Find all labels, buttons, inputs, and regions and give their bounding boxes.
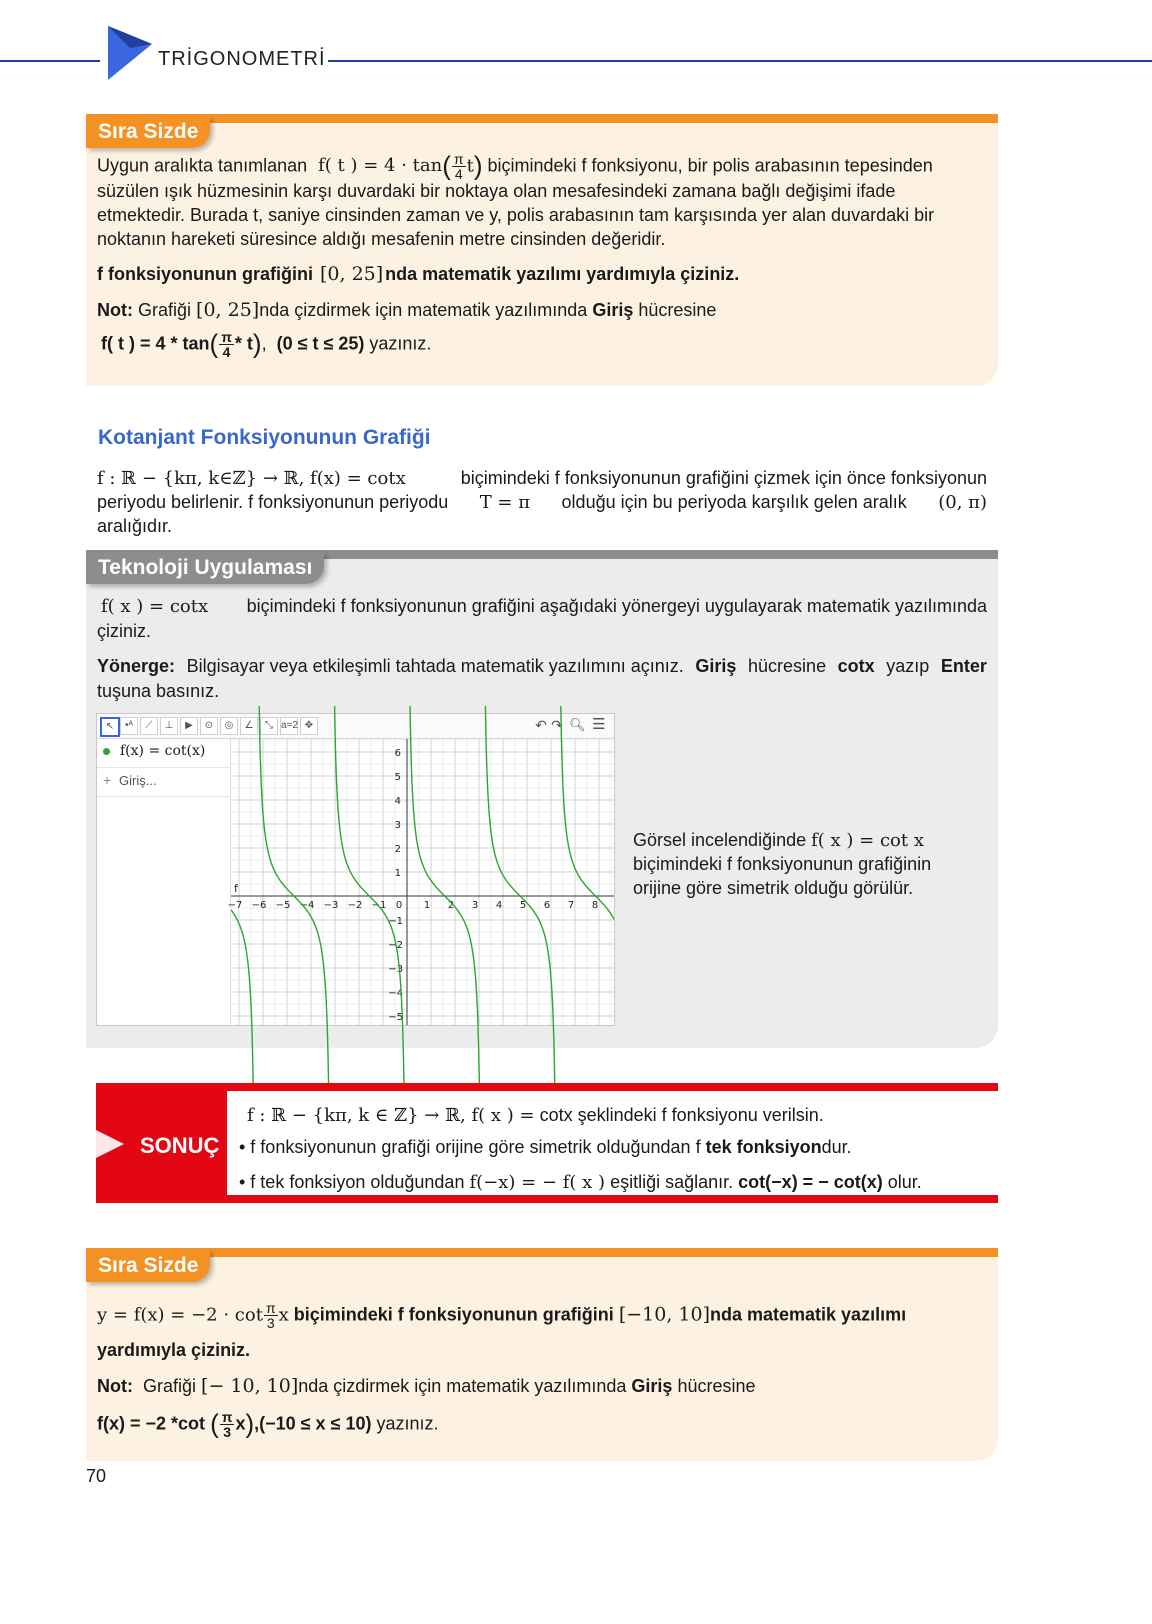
page-number: 70 xyxy=(86,1466,107,1486)
sonuc-content xyxy=(227,1091,998,1195)
circle-3pt-tool-icon[interactable]: ◎ xyxy=(220,717,238,735)
x-tick-label: 5 xyxy=(519,900,527,911)
algebra-entry: f(x) = cot(x) xyxy=(120,743,206,759)
search-icon[interactable]: 🔍︎ xyxy=(569,717,586,732)
tech-observation-line1: Görsel incelendiğinde f( x ) = cot x xyxy=(633,830,924,851)
header-triangle-logo xyxy=(108,26,152,80)
box1-note: Not: Grafiği [0, 25]nda çizdirmek için matematik yazılımında Giriş hücresine xyxy=(97,299,717,321)
sonuc-line3: • f tek fonksiyon olduğundan f(−x) = − f( x ) eşitliği sağlanır. cot(−x) = − cot(x) olur. xyxy=(239,1172,922,1193)
input-placeholder[interactable]: Giriş... xyxy=(119,773,157,788)
tech-directive-line1: Yönerge: Bilgisayar veya etkileşimli tahtada matematik yazılımını açınız. Giriş hücresine cotx yazıp Enter xyxy=(97,656,987,676)
plus-icon: + xyxy=(103,772,112,788)
box2-note: Not: Grafiği [− 10, 10]nda çizdirmek için matematik yazılımında Giriş hücresine xyxy=(97,1375,756,1397)
redo-icon[interactable]: ↷ xyxy=(551,717,563,733)
box1-paragraph-line3: etmektedir. Burada t, saniye cinsinden zaman ve y, polis arabasının tam karşısında yer alan duvardaki bir xyxy=(97,205,935,225)
y-tick-label: 5 xyxy=(394,772,401,783)
box2-command: f(x) = −2 *cot ( $\frac{\pi}{3}$ x),(−10 ≤ x ≤ 10) yazınız. xyxy=(97,1408,439,1440)
undo-icon[interactable]: ↶ xyxy=(535,717,547,733)
x-tick-label: −5 xyxy=(275,900,291,911)
polygon-tool-icon[interactable]: ▶ xyxy=(180,717,198,735)
circle-tool-icon[interactable]: ⊙ xyxy=(200,717,218,735)
tech-observation-line3: orijine göre simetrik olduğu görülür. xyxy=(633,878,914,898)
x-tick-label: 3 xyxy=(471,900,479,911)
box1-paragraph-line1: Uygun aralıkta tanımlanan f( t ) = 4 · tan( $\frac{\pi}{4}$ t) biçimindeki f fonksiyonu, bir polis arabasının tepesinden xyxy=(97,150,933,182)
sonuc-line1: f : ℝ − {kπ, k ∈ ℤ} → ℝ, f( x ) = cotx şeklindeki f fonksiyonu verilsin. xyxy=(247,1105,824,1126)
algebra-view xyxy=(97,739,231,1025)
y-tick-label: 3 xyxy=(394,820,401,831)
cot-curve-branch[interactable] xyxy=(231,910,253,1086)
x-tick-label: 0 xyxy=(395,900,403,911)
section-title: Kotanjant Fonksiyonunun Grafiği xyxy=(98,426,431,449)
move-tool-icon[interactable]: ↖ xyxy=(100,717,120,737)
x-tick-label: −4 xyxy=(299,900,315,911)
menu-icon[interactable]: ☰ xyxy=(592,716,606,733)
curve-label: f xyxy=(234,882,238,895)
x-tick-label: −6 xyxy=(251,900,267,911)
software-toolbar xyxy=(97,714,614,739)
box1-paragraph-line4: noktanın hareketi süresince aldığı mesafenin metre cinsinden değeridir. xyxy=(97,229,666,249)
y-tick-label: 2 xyxy=(394,844,401,855)
sonuc-label: SONUÇ xyxy=(140,1133,220,1158)
y-tick-label: 1 xyxy=(394,868,401,879)
sonuc-box xyxy=(96,1083,998,1203)
fraction-pi-4-bold: $\frac{\pi}{4}$ xyxy=(221,329,232,360)
x-tick-label: −7 xyxy=(227,900,243,911)
y-tick-label: 6 xyxy=(394,748,401,759)
math-software-window xyxy=(96,713,615,1026)
slider-tool-icon[interactable]: a=2 xyxy=(280,717,298,735)
section-line3: aralığıdır. xyxy=(97,516,173,536)
section-line2: periyodu belirlenir. f fonksiyonunun periyodu T = π olduğu için bu periyoda karşılık gelen aralık (0, π) xyxy=(97,492,987,513)
angle-tool-icon[interactable]: ∠ xyxy=(240,717,258,735)
algebra-entry-row[interactable] xyxy=(97,739,230,768)
x-tick-label: 2 xyxy=(447,900,455,911)
y-tick-label: 4 xyxy=(394,796,401,807)
sonuc-arrow-icon xyxy=(84,1124,144,1164)
tech-directive-line2: tuşuna basınız. xyxy=(97,681,220,701)
fraction-pi-3-bold: $\frac{\pi}{3}$ xyxy=(221,1409,233,1440)
teknoloji-tag: Teknoloji Uygulaması xyxy=(86,552,324,584)
chapter-title: TRİGONOMETRİ xyxy=(158,48,326,70)
x-tick-label: −3 xyxy=(323,900,339,911)
sira-sizde-tag-1: Sıra Sizde xyxy=(86,116,210,148)
x-tick-label: 1 xyxy=(423,900,431,911)
graphics-view[interactable] xyxy=(227,739,614,1025)
input-row[interactable] xyxy=(97,768,230,797)
y-tick-label: −4 xyxy=(388,988,403,999)
box1-paragraph-line2: süzülen ışık hüzmesinin karşı duvardaki bir noktaya olan mesafesindeki zamana bağlı değişimi ifade xyxy=(97,181,896,201)
x-tick-label: 6 xyxy=(543,900,551,911)
fraction-pi-4: $\frac{\pi}{4}$ xyxy=(453,151,464,182)
x-tick-label: −1 xyxy=(371,900,387,911)
sira-sizde-tag-2: Sıra Sizde xyxy=(86,1250,210,1282)
fraction-pi-3: $\frac{\pi}{3}$ xyxy=(265,1300,276,1331)
point-tool-icon[interactable]: •ᴬ xyxy=(120,717,138,735)
tech-paragraph-line1: f( x ) = cotx biçimindeki f fonksiyonunun grafiğini aşağıdaki yönergeyi uygulayarak matematik yazılımında xyxy=(101,596,987,617)
x-tick-label: 7 xyxy=(567,900,575,911)
header-rule-right xyxy=(328,60,1152,62)
y-tick-label: −3 xyxy=(388,964,403,975)
y-tick-label: −1 xyxy=(388,916,403,927)
tech-paragraph-line2: çiziniz. xyxy=(97,621,152,641)
visibility-dot-icon[interactable] xyxy=(103,748,110,755)
sonuc-line2: • f fonksiyonunun grafiği orijine göre simetrik olduğundan f tek fonksiyondur. xyxy=(239,1137,852,1157)
box2-line2: yardımıyla çiziniz. xyxy=(97,1340,251,1360)
tech-observation-line2: biçimindeki f fonksiyonunun grafiğinin xyxy=(633,854,932,874)
section-line1: f : ℝ − {kπ, k∈ℤ} → ℝ, f(x) = cotx biçimindeki f fonksiyonunun grafiğini çizmek için önce fonksiyonun xyxy=(97,468,987,489)
x-tick-label: 8 xyxy=(591,900,599,911)
box1-instruction: f fonksiyonunun grafiğini [0, 25] nda matematik yazılımı yardımıyla çiziniz. xyxy=(97,263,740,285)
box2-line1: y = f(x) = −2 · cot $\frac{\pi}{3}$ x biçimindeki f fonksiyonunun grafiğini [−10, 10]nda matematik yazılımı xyxy=(97,1300,907,1331)
box1-command: f( t ) = 4 * tan( $\frac{\pi}{4}$ * t), (0 ≤ t ≤ 25) yazınız. xyxy=(101,328,432,360)
reflect-tool-icon[interactable]: ⤡ xyxy=(260,717,278,735)
perpendicular-tool-icon[interactable]: ⊥ xyxy=(160,717,178,735)
x-tick-label: 4 xyxy=(495,900,503,911)
line-tool-icon[interactable]: ⟋ xyxy=(140,717,158,735)
move-view-tool-icon[interactable]: ✥ xyxy=(300,717,318,735)
header-rule-left xyxy=(0,60,100,62)
x-tick-label: −2 xyxy=(347,900,363,911)
y-tick-label: −5 xyxy=(388,1012,403,1023)
y-tick-label: −2 xyxy=(388,940,403,951)
